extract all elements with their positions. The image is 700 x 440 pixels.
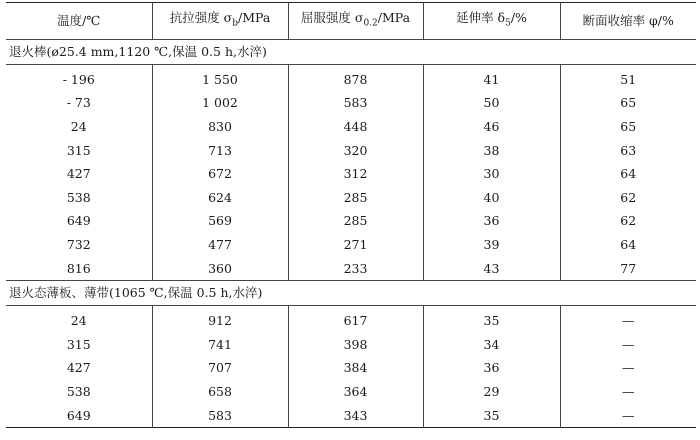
cell-reduction-of-area: 51 [560, 65, 696, 92]
cell-temperature: 538 [6, 380, 152, 404]
cell-tensile-strength: 360 [152, 257, 288, 281]
cell-reduction-of-area: 64 [560, 233, 696, 257]
table-row [6, 115, 696, 139]
table-row [6, 65, 696, 92]
header-tensile-suffix: /MPa [237, 10, 271, 26]
header-elongation [423, 3, 560, 40]
section-header-row [6, 40, 696, 65]
cell-tensile-strength: 624 [152, 186, 288, 210]
header-elong-sub: 5 [505, 18, 511, 29]
header-reduction-of-area [560, 3, 696, 40]
table-row [6, 162, 696, 186]
cell-temperature: 732 [6, 233, 152, 257]
cell-temperature: 315 [6, 139, 152, 163]
cell-yield-strength: 271 [288, 233, 423, 257]
table-row [6, 92, 696, 116]
table-row [6, 357, 696, 381]
cell-reduction-of-area: — [560, 306, 696, 333]
section-title: 退火态薄板、薄带(1065 ℃,保温 0.5 h,水淬) [6, 281, 696, 306]
cell-reduction-of-area: 62 [560, 186, 696, 210]
table-body [6, 40, 696, 428]
header-row [6, 3, 696, 40]
cell-elongation: 34 [423, 333, 560, 357]
cell-yield-strength: 617 [288, 306, 423, 333]
header-temperature [6, 3, 152, 40]
table-row [6, 333, 696, 357]
header-reduction-label: 断面收缩率 φ/% [582, 13, 674, 28]
cell-reduction-of-area: 65 [560, 92, 696, 116]
header-tensile-sub: b [232, 18, 238, 29]
cell-elongation: 46 [423, 115, 560, 139]
cell-reduction-of-area: 65 [560, 115, 696, 139]
cell-yield-strength: 364 [288, 380, 423, 404]
cell-tensile-strength: 583 [152, 404, 288, 428]
cell-elongation: 43 [423, 257, 560, 281]
table-row [6, 404, 696, 428]
table-row [6, 380, 696, 404]
header-yield-sub: 0.2 [363, 18, 378, 29]
cell-elongation: 40 [423, 186, 560, 210]
cell-elongation: 38 [423, 139, 560, 163]
cell-yield-strength: 583 [288, 92, 423, 116]
cell-reduction-of-area: 62 [560, 210, 696, 234]
cell-tensile-strength: 1 002 [152, 92, 288, 116]
cell-reduction-of-area: 63 [560, 139, 696, 163]
section-title: 退火棒(ø25.4 mm,1120 ℃,保温 0.5 h,水淬) [6, 40, 696, 65]
cell-elongation: 41 [423, 65, 560, 92]
cell-yield-strength: 285 [288, 186, 423, 210]
header-tensile-prefix: 抗拉强度 σ [169, 10, 233, 26]
cell-reduction-of-area: — [560, 357, 696, 381]
cell-reduction-of-area: — [560, 380, 696, 404]
cell-temperature: 816 [6, 257, 152, 281]
cell-yield-strength: 312 [288, 162, 423, 186]
cell-elongation: 36 [423, 357, 560, 381]
table-row [6, 257, 696, 281]
cell-tensile-strength: 713 [152, 139, 288, 163]
cell-yield-strength: 878 [288, 65, 423, 92]
cell-temperature: - 196 [6, 65, 152, 92]
cell-tensile-strength: 830 [152, 115, 288, 139]
cell-tensile-strength: 477 [152, 233, 288, 257]
table-row [6, 233, 696, 257]
header-yield-strength [288, 3, 423, 40]
cell-yield-strength: 343 [288, 404, 423, 428]
cell-yield-strength: 233 [288, 257, 423, 281]
header-elong-suffix: /% [510, 10, 527, 26]
cell-elongation: 29 [423, 380, 560, 404]
cell-reduction-of-area: 64 [560, 162, 696, 186]
mechanical-properties-table [6, 2, 696, 428]
cell-tensile-strength: 912 [152, 306, 288, 333]
cell-tensile-strength: 658 [152, 380, 288, 404]
table-row [6, 139, 696, 163]
cell-temperature: 649 [6, 210, 152, 234]
cell-elongation: 50 [423, 92, 560, 116]
cell-elongation: 35 [423, 404, 560, 428]
cell-reduction-of-area: — [560, 404, 696, 428]
header-yield-suffix: /MPa [377, 10, 411, 26]
cell-reduction-of-area: 77 [560, 257, 696, 281]
cell-tensile-strength: 569 [152, 210, 288, 234]
cell-temperature: 315 [6, 333, 152, 357]
header-tensile-strength [152, 3, 288, 40]
header-temperature-label: 温度/℃ [57, 13, 101, 28]
cell-yield-strength: 384 [288, 357, 423, 381]
header-yield-prefix: 屈服强度 σ [300, 10, 364, 26]
section-header-row [6, 281, 696, 306]
cell-elongation: 35 [423, 306, 560, 333]
header-elong-prefix: 延伸率 δ [456, 10, 506, 26]
table-header [6, 3, 696, 40]
table-row [6, 306, 696, 333]
cell-yield-strength: 285 [288, 210, 423, 234]
cell-elongation: 36 [423, 210, 560, 234]
cell-temperature: - 73 [6, 92, 152, 116]
cell-elongation: 30 [423, 162, 560, 186]
cell-tensile-strength: 1 550 [152, 65, 288, 92]
cell-temperature: 649 [6, 404, 152, 428]
cell-elongation: 39 [423, 233, 560, 257]
cell-tensile-strength: 707 [152, 357, 288, 381]
table-row [6, 186, 696, 210]
cell-yield-strength: 320 [288, 139, 423, 163]
cell-reduction-of-area: — [560, 333, 696, 357]
cell-temperature: 427 [6, 357, 152, 381]
cell-yield-strength: 448 [288, 115, 423, 139]
cell-temperature: 538 [6, 186, 152, 210]
table-row [6, 210, 696, 234]
cell-tensile-strength: 741 [152, 333, 288, 357]
cell-yield-strength: 398 [288, 333, 423, 357]
cell-tensile-strength: 672 [152, 162, 288, 186]
cell-temperature: 24 [6, 115, 152, 139]
cell-temperature: 427 [6, 162, 152, 186]
cell-temperature: 24 [6, 306, 152, 333]
